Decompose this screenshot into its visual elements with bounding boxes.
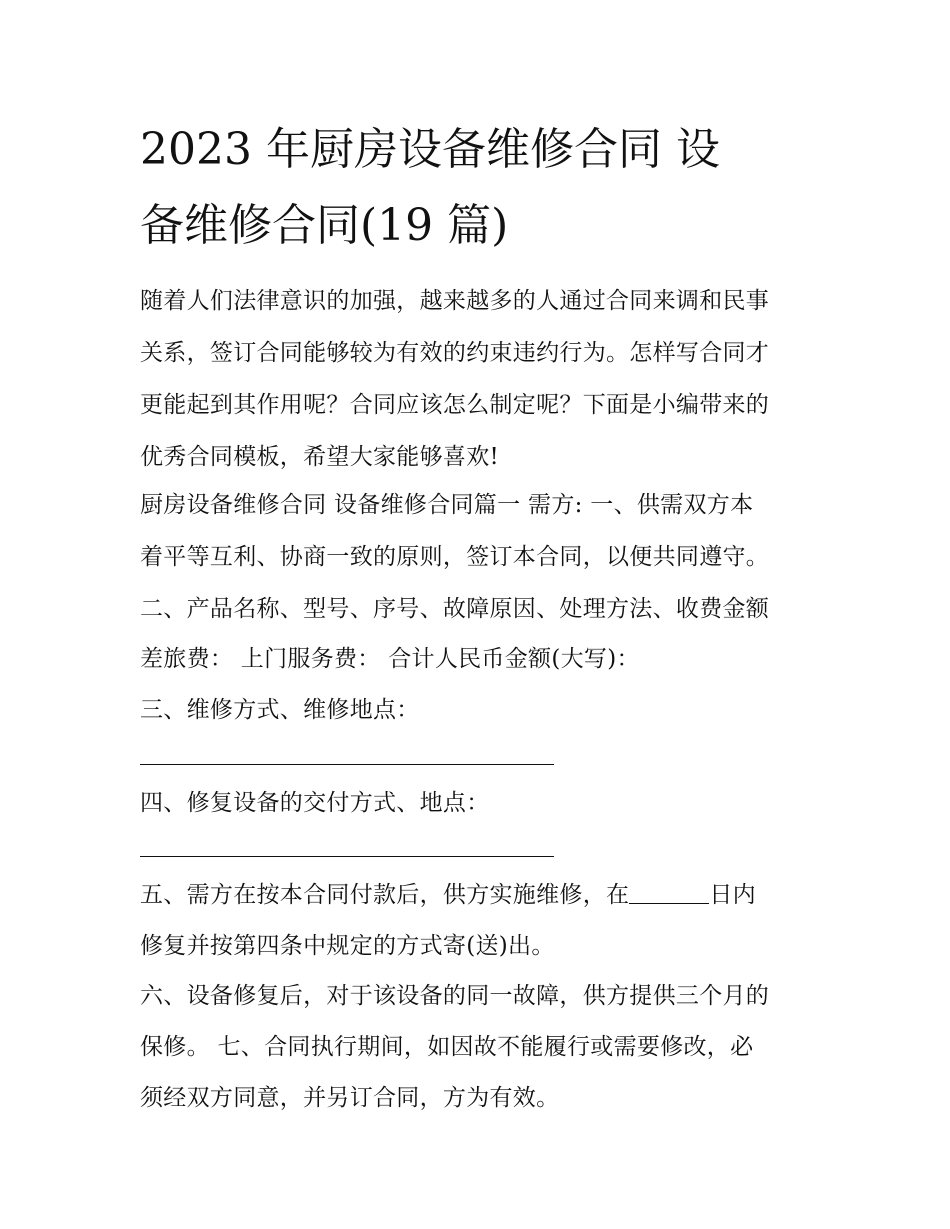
paragraph-line: 差旅费： 上门服务费： 合计人民币金额(大写)：: [140, 646, 640, 672]
days-blank: [629, 879, 709, 904]
paragraph-line: 三、维修方式、维修地点：: [140, 697, 420, 723]
paragraph-line: 关系，签订合同能够较为有效的约束违约行为。怎样写合同才: [140, 340, 770, 366]
paragraph-line: 厨房设备维修合同 设备维修合同篇一 需方: 一、供需双方本: [140, 492, 754, 518]
paragraph-line: 保修。 七、合同执行期间，如因故不能履行或需要修改，必: [140, 1034, 754, 1060]
title-line-2: 备维修合同(19 篇): [140, 200, 509, 251]
document-title: [140, 112, 820, 264]
paragraph-line: 四、修复设备的交付方式、地点：: [140, 790, 490, 816]
title-line-1: 2023 年厨房设备维修合同 设: [140, 124, 720, 175]
paragraph-line: 六、设备修复后，对于该设备的同一故障，供方提供三个月的: [140, 983, 770, 1009]
paragraph-line: 优秀合同模板，希望大家能够喜欢!: [140, 444, 500, 470]
paragraph-line: 修复并按第四条中规定的方式寄(送)出。: [140, 933, 555, 959]
clause-five-suffix: 日内: [709, 882, 756, 908]
paragraph-line: 随着人们法律意识的加强，越来越多的人通过合同来调和民事: [140, 288, 770, 314]
fill-in-blank-line: [140, 856, 554, 857]
paragraph-line: 更能起到其作用呢？合同应该怎么制定呢？下面是小编带来的: [140, 392, 770, 418]
paragraph-line: 着平等互利、协商一致的原则，签订本合同，以便共同遵守。: [140, 544, 770, 570]
clause-five-text: 五、需方在按本合同付款后，供方实施维修，在: [140, 882, 630, 908]
paragraph-line: 须经双方同意，并另订合同，方为有效。: [140, 1085, 560, 1111]
fill-in-blank-line: [140, 764, 554, 765]
paragraph-line: [140, 879, 820, 911]
paragraph-line: 二、产品名称、型号、序号、故障原因、处理方法、收费金额: [140, 596, 770, 622]
